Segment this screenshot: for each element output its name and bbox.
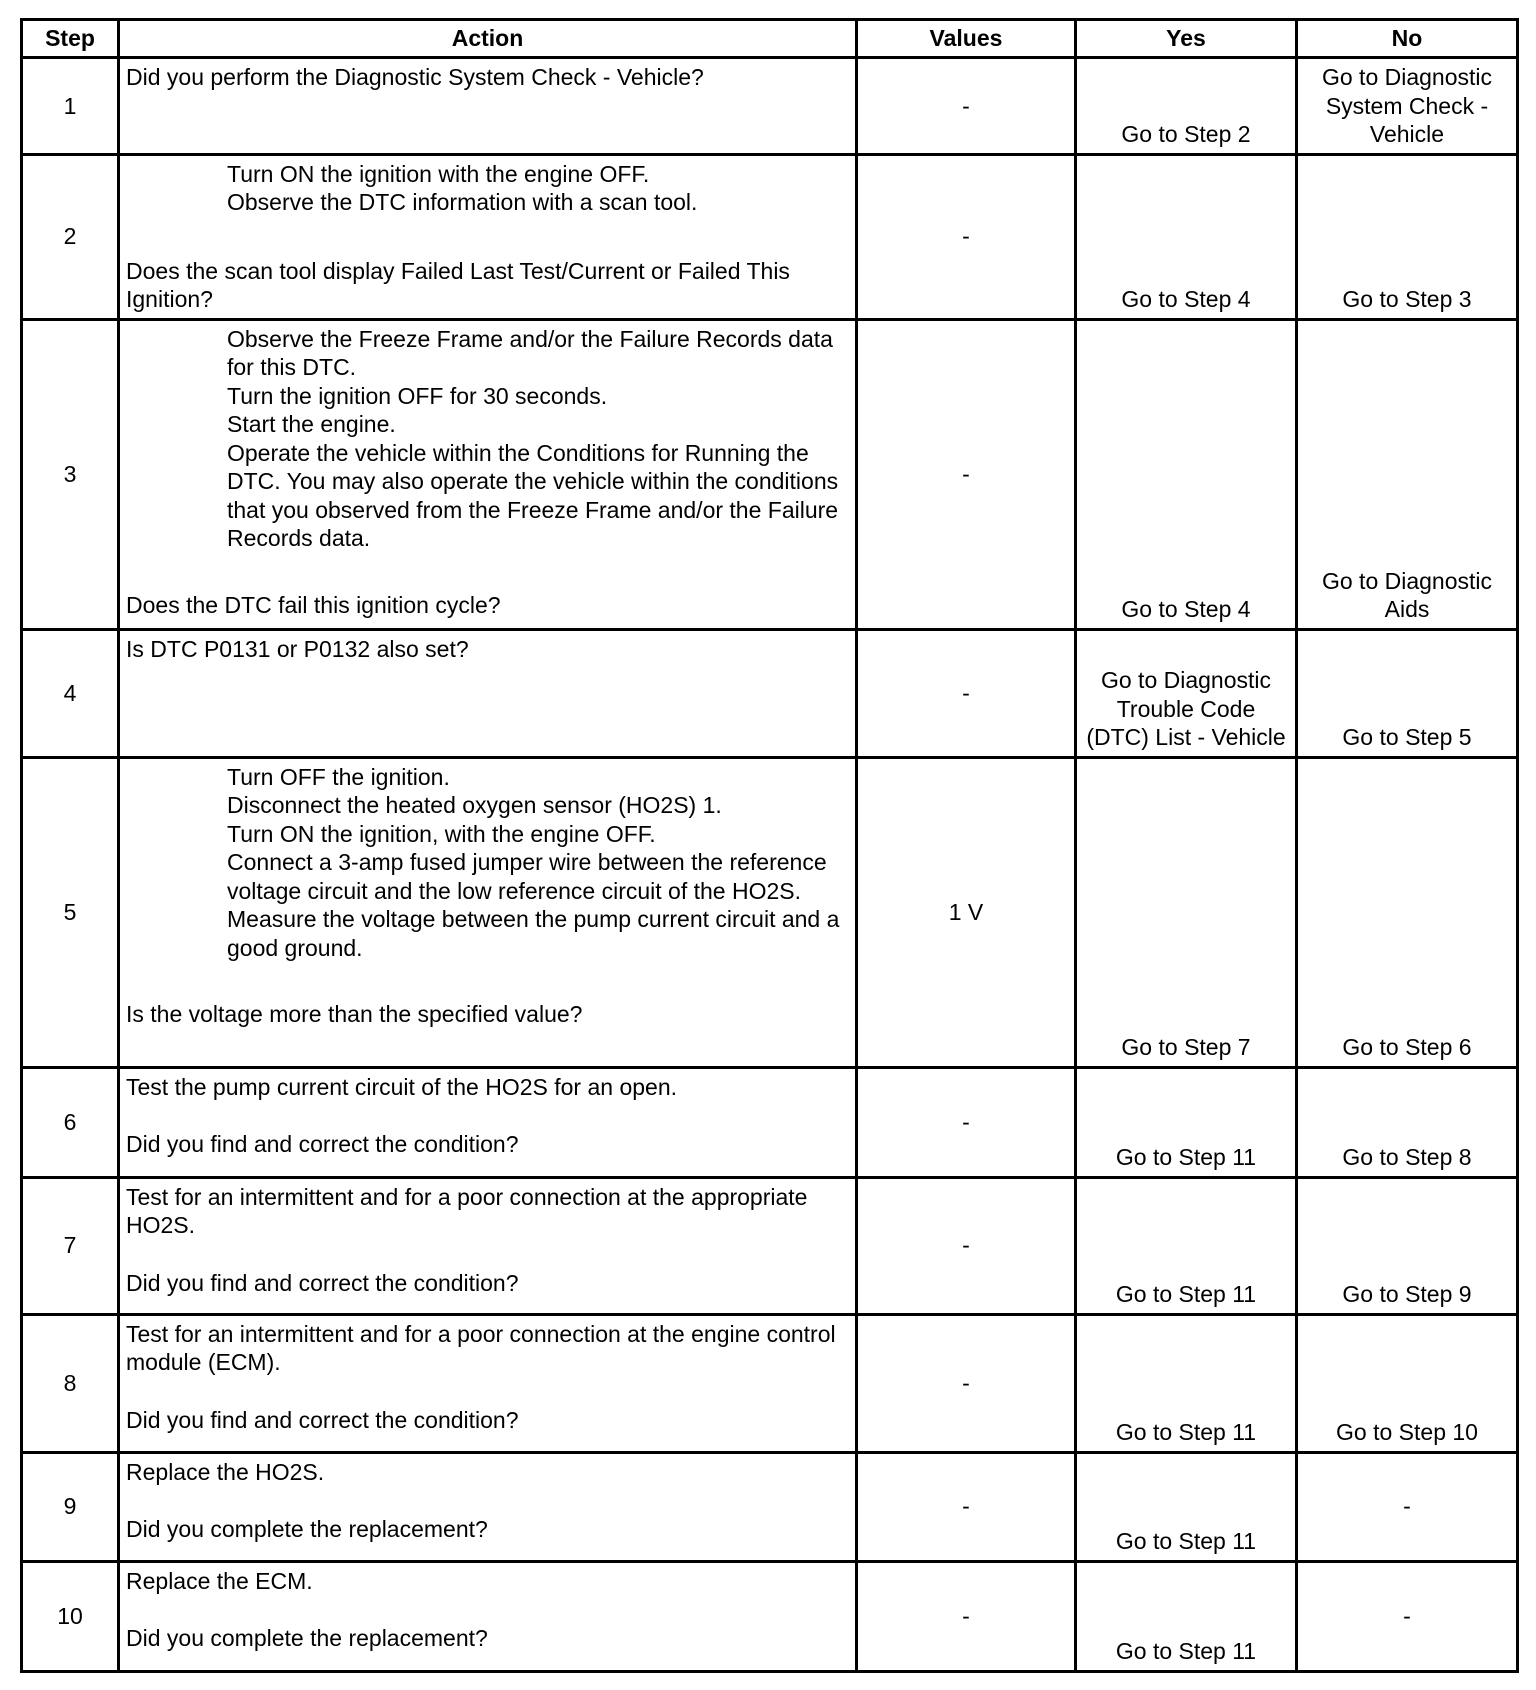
values-cell: - [857,1561,1076,1671]
no-cell: Go to Step 5 [1297,629,1518,757]
step-number: 5 [22,757,119,1067]
yes-cell: Go to Step 4 [1076,319,1297,629]
action-question: Did you complete the replacement? [126,1516,488,1542]
values-cell: - [857,1452,1076,1561]
action-question: Is DTC P0131 or P0132 also set? [126,635,469,662]
header-step: Step [22,20,119,58]
no-cell: - [1297,1561,1518,1671]
action-question: Did you find and correct the condition? [126,1269,519,1296]
action-instructions [126,763,849,963]
instruction-item: Turn ON the ignition, with the engine OFF. [227,820,656,847]
no-cell: Go to Step 9 [1297,1177,1518,1314]
action-instructions [126,325,849,553]
no-cell: Go to Diagnostic Aids [1297,319,1518,629]
step-number: 10 [22,1561,119,1671]
step-number: 8 [22,1314,119,1452]
values-cell: - [857,1177,1076,1314]
action-cell [119,1452,857,1561]
step-number: 1 [22,58,119,155]
instruction-item: Observe the DTC information with a scan tool. [227,189,698,215]
action-lead: Test the pump current circuit of the HO2S for an open. [126,1073,678,1100]
no-cell: Go to Diagnostic System Check - Vehicle [1297,58,1518,155]
action-cell [119,629,857,757]
action-cell [119,319,857,629]
action-lead: Replace the HO2S. [126,1458,325,1485]
step-number: 2 [22,154,119,319]
instruction-item: Operate the vehicle within the Conditions for Running the DTC. You may also operate the vehicle within the conditions that you observed from the Freeze Frame and/or the Failure Records data. [227,439,839,551]
diagnostic-table [20,18,1519,1673]
yes-cell: Go to Step 2 [1076,58,1297,155]
action-question: Does the DTC fail this ignition cycle? [126,591,501,618]
action-cell [119,1177,857,1314]
no-cell: - [1297,1452,1518,1561]
table-row [22,1561,1518,1671]
action-question: Did you find and correct the condition? [126,1131,519,1157]
action-cell [119,154,857,319]
header-yes: Yes [1076,20,1297,58]
action-question: Did you complete the replacement? [126,1625,488,1651]
values-cell: - [857,1314,1076,1452]
no-cell: Go to Step 10 [1297,1314,1518,1452]
action-lead: Replace the ECM. [126,1567,313,1594]
action-question: Did you find and correct the condition? [126,1406,519,1433]
instruction-item: Turn the ignition OFF for 30 seconds. [227,382,608,409]
action-cell [119,1067,857,1177]
action-instructions [126,160,849,217]
action-question: Does the scan tool display Failed Last Test/Current or Failed This Ignition? [126,257,790,312]
table-row [22,757,1518,1067]
instruction-item: Disconnect the heated oxygen sensor (HO2S) 1. [227,792,722,818]
step-number: 9 [22,1452,119,1561]
yes-cell: Go to Step 11 [1076,1177,1297,1314]
header-row [22,20,1518,58]
action-lead: Test for an intermittent and for a poor connection at the appropriate HO2S. [126,1183,808,1238]
action-cell [119,1314,857,1452]
action-question: Did you perform the Diagnostic System Check - Vehicle? [126,64,704,90]
table-row [22,1314,1518,1452]
yes-cell: Go to Step 4 [1076,154,1297,319]
step-number: 3 [22,319,119,629]
instruction-item: Observe the Freeze Frame and/or the Failure Records data for this DTC. [227,325,833,380]
table-row [22,58,1518,155]
step-number: 7 [22,1177,119,1314]
yes-cell: Go to Diagnostic Trouble Code (DTC) List - Vehicle [1076,629,1297,757]
header-values: Values [857,20,1076,58]
table-row [22,154,1518,319]
yes-cell: Go to Step 11 [1076,1561,1297,1671]
action-question: Is the voltage more than the specified value? [126,1001,583,1027]
instruction-item: Turn ON the ignition with the engine OFF. [227,160,650,187]
values-cell: - [857,629,1076,757]
action-cell [119,1561,857,1671]
instruction-item: Turn OFF the ignition. [227,763,450,790]
table-row [22,1452,1518,1561]
no-cell: Go to Step 3 [1297,154,1518,319]
action-cell [119,757,857,1067]
instruction-item: Connect a 3-amp fused jumper wire between the reference voltage circuit and the low reference circuit of the HO2S. [227,849,827,904]
values-cell: - [857,319,1076,629]
values-cell: - [857,1067,1076,1177]
action-lead: Test for an intermittent and for a poor connection at the engine control module (ECM). [126,1320,836,1375]
values-cell: - [857,154,1076,319]
instruction-item: Start the engine. [227,411,396,437]
action-cell [119,58,857,155]
yes-cell: Go to Step 11 [1076,1314,1297,1452]
table-row [22,319,1518,629]
header-no: No [1297,20,1518,58]
values-cell: - [857,58,1076,155]
table-row [22,629,1518,757]
instruction-item: Measure the voltage between the pump current circuit and a good ground. [227,906,840,961]
header-action: Action [119,20,857,58]
yes-cell: Go to Step 11 [1076,1452,1297,1561]
step-number: 6 [22,1067,119,1177]
values-cell: 1 V [857,757,1076,1067]
table-row [22,1177,1518,1314]
no-cell: Go to Step 6 [1297,757,1518,1067]
no-cell: Go to Step 8 [1297,1067,1518,1177]
yes-cell: Go to Step 11 [1076,1067,1297,1177]
step-number: 4 [22,629,119,757]
yes-cell: Go to Step 7 [1076,757,1297,1067]
table-row [22,1067,1518,1177]
